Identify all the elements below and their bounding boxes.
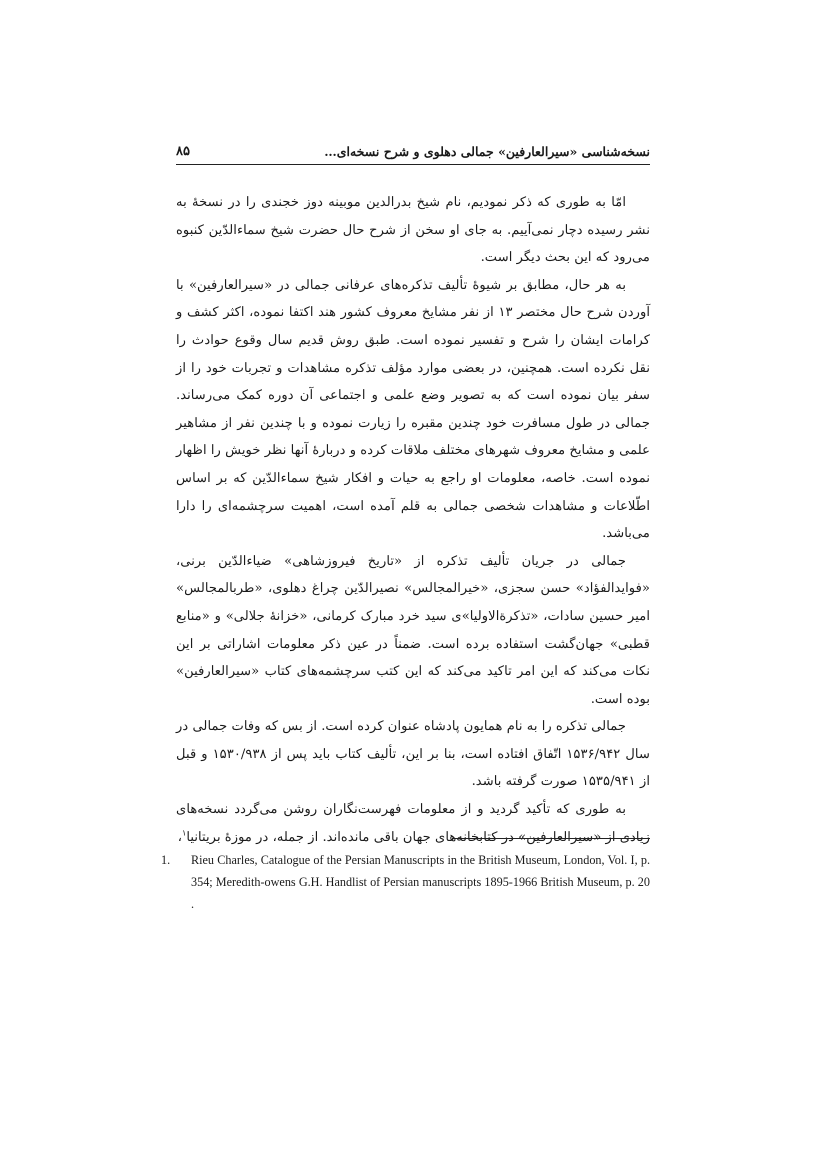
footnote-text: Rieu Charles, Catalogue of the Persian Manuscripts in the British Museum, London, Vol. I, p. 354; Meredith-owens G.H. Handlist of Persian manuscripts 1895-1966 British Museum, p. 20 . — [191, 853, 650, 911]
running-header — [176, 142, 650, 165]
footnote — [161, 849, 650, 915]
running-title: نسخه‌شناسی «سیرالعارفین» جمالی دهلوی و شرح نسخه‌ای… — [324, 144, 650, 159]
footnote-number: 1. — [161, 853, 171, 867]
page-number: ۸۵ — [176, 144, 190, 159]
paragraph: به هر حال، مطابق بر شیوهٔ تألیف تذکره‌های عرفانی جمالی در «سیرالعارفین» با آوردن شرح حال مختصر ۱۳ از نفر مشایخ معروف کشور هند اکتفا نموده، اکثر کشف و کرامات ایشان را شرح و تفسیر نموده است. طبق روش قدیم سال وقوع حوادث را نقل نکرده است. همچنین، در بعضی موارد مؤلف تذکره مشاهدات و تجربات خود را از سفر بیان نموده است که به تصویر وضع علمی و اجتماعی آن دوره کمک می‌رساند. جمالی در طول مسافرت خود چندین مقبره را زیارت نموده و با چندین نفر از مشاهیر علمی و مشایخ معروف شهرهای مختلف ملاقات کرده و دربارهٔ آنها نظر خویش را اظهار نموده است. خاصه، معلومات او راجع به حیات و افکار شیخ سماءالدّین که بر اساس اطّلاعات و مشاهدات شخصی جمالی به قلم آمده است، اهمیت سرچشمه‌ای را دارا می‌باشد. — [176, 277, 650, 542]
footnote-divider — [452, 838, 650, 839]
paragraph: جمالی تذکره را به نام همایون پادشاه عنوان کرده است. از بس که وفات جمالی در سال ۱۵۳۶/۹۴۲ اتّفاق افتاده است، بنا بر این، تألیف کتاب باید پس از ۱۵۳۰/۹۳۸ و قبل از ۱۵۳۵/۹۴۱ صورت گرفته باشد. — [176, 719, 651, 790]
paragraph: امّا به طوری که ذکر نمودیم، نام شیخ بدرالدین موبینه دوز خجندی را در نسخهٔ به نشر رسیده دچار نمی‌آییم. به جای او سخن از شرح حال حضرت شیخ سماءالدّین کنبوه می‌رود که این بحث دیگر است. — [176, 195, 650, 266]
paragraph-text: به طوری که تأکید گردید و از معلومات فهرست‌نگاران روشن می‌گردد نسخه‌های زیادی از «سیرالعارفین» در کتابخانه‌های جهان باقی مانده‌اند. از جمله، در موزهٔ بریتانیا — [176, 802, 650, 845]
paragraph: جمالی در جریان تألیف تذکره از «تاریخ فیروزشاهی» ضیاءالدّین برنی، «فوایدالفؤاد» حسن سجزی، «خیرالمجالس» نصیرالدّین چراغ دهلوی، «طربالمجالس» امیر حسین سادات، «تذکرةالاولیا»ی سید خرد مبارک کرمانی، «خزانهٔ جلالی» و «منابع قطبی» جهان‌گشت استفاده برده است. ضمناً در عین ذکر معلومات اشاراتی بر این نکات می‌کند که این امر تاکید می‌کند که این کتب سرچشمه‌های کتاب «سیرالعارفین» بوده است. — [176, 553, 650, 707]
footnote-marker: ۱ — [182, 828, 187, 838]
paragraph-last: به طوری که تأکید گردید و از معلومات فهرست‌نگاران روشن می‌گردد نسخه‌های زیادی از «سیرالعارفین» در کتابخانه‌های جهان باقی مانده‌اند. از جمله، در موزهٔ بریتانیا$^۱$، — [176, 802, 650, 845]
body-text — [176, 189, 650, 851]
